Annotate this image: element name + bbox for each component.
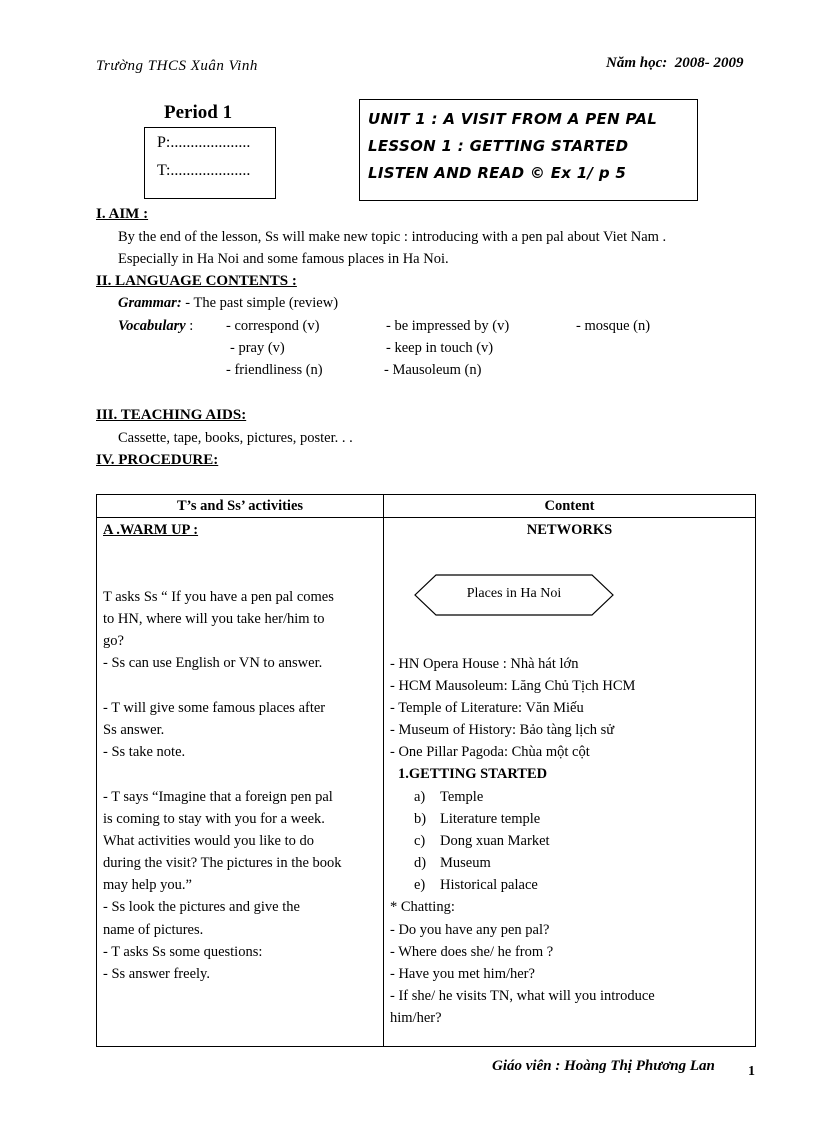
aids-heading: III. TEACHING AIDS: (96, 407, 247, 423)
place-item: - Temple of Literature: Văn Miếu (390, 700, 584, 716)
chat-question: - If she/ he visits TN, what will you introduce (390, 988, 655, 1004)
teacher-name: Giáo viên : Hoàng Thị Phương Lan (492, 1058, 715, 1074)
col-header-content: Content (384, 495, 756, 518)
grammar-text: - The past simple (review) (181, 295, 339, 311)
aim-heading: I. AIM : (96, 206, 149, 222)
aim-line1: By the end of the lesson, Ss will make new topic : introducing with a pen pal about Viet Nam . (118, 229, 667, 245)
activity-line: during the visit? The pictures in the book (103, 855, 342, 871)
place-item: - Museum of History: Bảo tàng lịch sử (390, 722, 615, 738)
period-t: T:.................... (157, 162, 251, 179)
activity-line: name of pictures. (103, 922, 204, 938)
content-cell (384, 518, 756, 1047)
place-item: - One Pillar Pagoda: Chùa một cột (390, 744, 590, 760)
activity-line: may help you.” (103, 877, 192, 893)
period-box (144, 127, 276, 199)
vocab-item: - be impressed by (v) (386, 318, 510, 334)
col-header-activities: T’s and Ss’ activities (97, 495, 384, 518)
period-title: Period 1 (164, 102, 233, 123)
activity-line: to HN, where will you take her/him to (103, 611, 325, 627)
procedure-table (96, 494, 756, 1047)
chat-question: - Have you met him/her? (390, 966, 535, 982)
activity-line: - T will give some famous places after (103, 700, 326, 716)
activity-line: - T asks Ss some questions: (103, 944, 263, 960)
place-item: - HCM Mausoleum: Lăng Chủ Tịch HCM (390, 678, 636, 694)
gs-value: Dong xuan Market (440, 833, 550, 849)
activities-cell (97, 518, 384, 1047)
activity-line: go? (103, 633, 124, 649)
year-value: 2008- 2009 (674, 55, 744, 71)
unit-title: UNIT 1 : A VISIT FROM A PEN PAL (368, 110, 658, 128)
vocab-item: - Mausoleum (n) (384, 362, 482, 378)
gs-key: c) (414, 833, 426, 849)
gs-key: d) (414, 855, 427, 871)
chat-question: - Where does she/ he from ? (390, 944, 554, 960)
chat-question: - Do you have any pen pal? (390, 922, 550, 938)
activity-line: What activities would you like to do (103, 833, 315, 849)
hexagon-label: Places in Ha Noi (466, 586, 562, 601)
chat-question: him/her? (390, 1010, 442, 1026)
grammar-line (118, 295, 338, 312)
language-heading: II. LANGUAGE CONTENTS : (96, 273, 297, 289)
vocab-label: Vocabulary : (118, 318, 194, 334)
gs-value: Temple (440, 789, 484, 805)
procedure-heading: IV. PROCEDURE: (96, 452, 219, 468)
activity-line: - T says “Imagine that a foreign pen pal (103, 789, 333, 805)
place-item: - HN Opera House : Nhà hát lớn (390, 656, 579, 672)
school-name: Trường THCS Xuân Vinh (96, 58, 258, 74)
lesson-title: LESSON 1 : GETTING STARTED (368, 137, 629, 155)
unit-box (359, 99, 698, 201)
listen-read-title: LISTEN AND READ © Ex 1/ p 5 (368, 164, 627, 182)
gs-value: Museum (440, 855, 491, 871)
vocab-item: - friendliness (n) (226, 362, 323, 378)
page-number: 1 (748, 1064, 755, 1079)
activity-line: T asks Ss “ If you have a pen pal comes (103, 589, 334, 605)
networks-title: NETWORKS (526, 522, 613, 538)
activity-line: - Ss answer freely. (103, 966, 210, 982)
activity-line: - Ss can use English or VN to answer. (103, 655, 323, 671)
vocab-item: - correspond (v) (226, 318, 320, 334)
activity-line: - Ss look the pictures and give the (103, 899, 300, 915)
year-label: Năm học: (606, 55, 668, 71)
vocab-item: - keep in touch (v) (386, 340, 494, 356)
vocab-item: - mosque (n) (576, 318, 651, 334)
activity-line: - Ss take note. (103, 744, 186, 760)
gs-key: a) (414, 789, 426, 805)
period-p: P:.................... (157, 134, 251, 151)
chatting-heading: * Chatting: (390, 899, 455, 915)
grammar-label: Grammar: (118, 295, 182, 311)
warmup-heading: A .WARM UP : (103, 522, 199, 538)
gs-value: Literature temple (440, 811, 541, 827)
getting-started-heading: 1.GETTING STARTED (398, 766, 548, 782)
aim-line2: Especially in Ha Noi and some famous places in Ha Noi. (118, 251, 449, 267)
gs-value: Historical palace (440, 877, 538, 893)
school-year (606, 55, 744, 72)
aids-text: Cassette, tape, books, pictures, poster. . . (118, 430, 353, 446)
gs-key: e) (414, 877, 426, 893)
vocab-item: - pray (v) (230, 340, 285, 356)
activity-line: is coming to stay with you for a week. (103, 811, 325, 827)
activity-line: Ss answer. (103, 722, 165, 738)
gs-key: b) (414, 811, 427, 827)
